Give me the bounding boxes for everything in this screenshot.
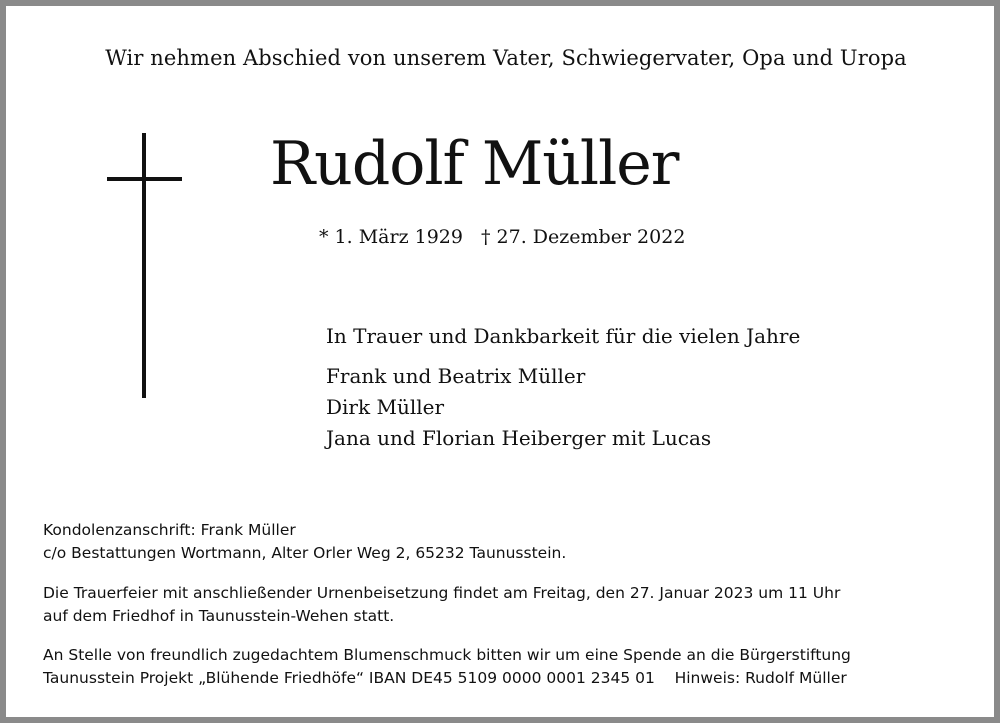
- cross-horizontal-bar: [107, 177, 182, 181]
- mourning-line: In Trauer und Dankbarkeit für die vielen Jahre: [326, 324, 801, 348]
- cross-vertical-bar: [142, 133, 146, 398]
- mourner-name: Frank und Beatrix Müller: [326, 364, 586, 388]
- donation-notice: An Stelle von freundlich zugedachtem Blumenschmuck bitten wir um eine Spende an die Bürgerstiftung: [43, 646, 851, 664]
- birth-date: * 1. März 1929: [319, 226, 463, 248]
- mourner-name: Dirk Müller: [326, 395, 445, 419]
- intro-line: Wir nehmen Abschied von unserem Vater, Schwiegervater, Opa und Uropa: [105, 46, 907, 70]
- condolence-address-line2: c/o Bestattungen Wortmann, Alter Orler Weg 2, 65232 Taunusstein.: [43, 544, 567, 562]
- life-dates: [319, 226, 685, 248]
- funeral-service-notice-line2: auf dem Friedhof in Taunusstein-Wehen statt.: [43, 607, 395, 625]
- funeral-service-notice: Die Trauerfeier mit anschließender Urnenbeisetzung findet am Freitag, den 27. Januar 2023 um 11 Uhr: [43, 584, 841, 602]
- mourner-name: Jana und Florian Heiberger mit Lucas: [326, 426, 712, 450]
- donation-notice-line2: Taunusstein Projekt „Blühende Friedhöfe“ IBAN DE45 5109 0000 0001 2345 01 Hinweis: Rudolf Müller: [43, 669, 847, 687]
- death-date: † 27. Dezember 2022: [480, 226, 686, 248]
- deceased-name: Rudolf Müller: [270, 129, 679, 199]
- condolence-address: Kondolenzanschrift: Frank Müller: [43, 521, 296, 539]
